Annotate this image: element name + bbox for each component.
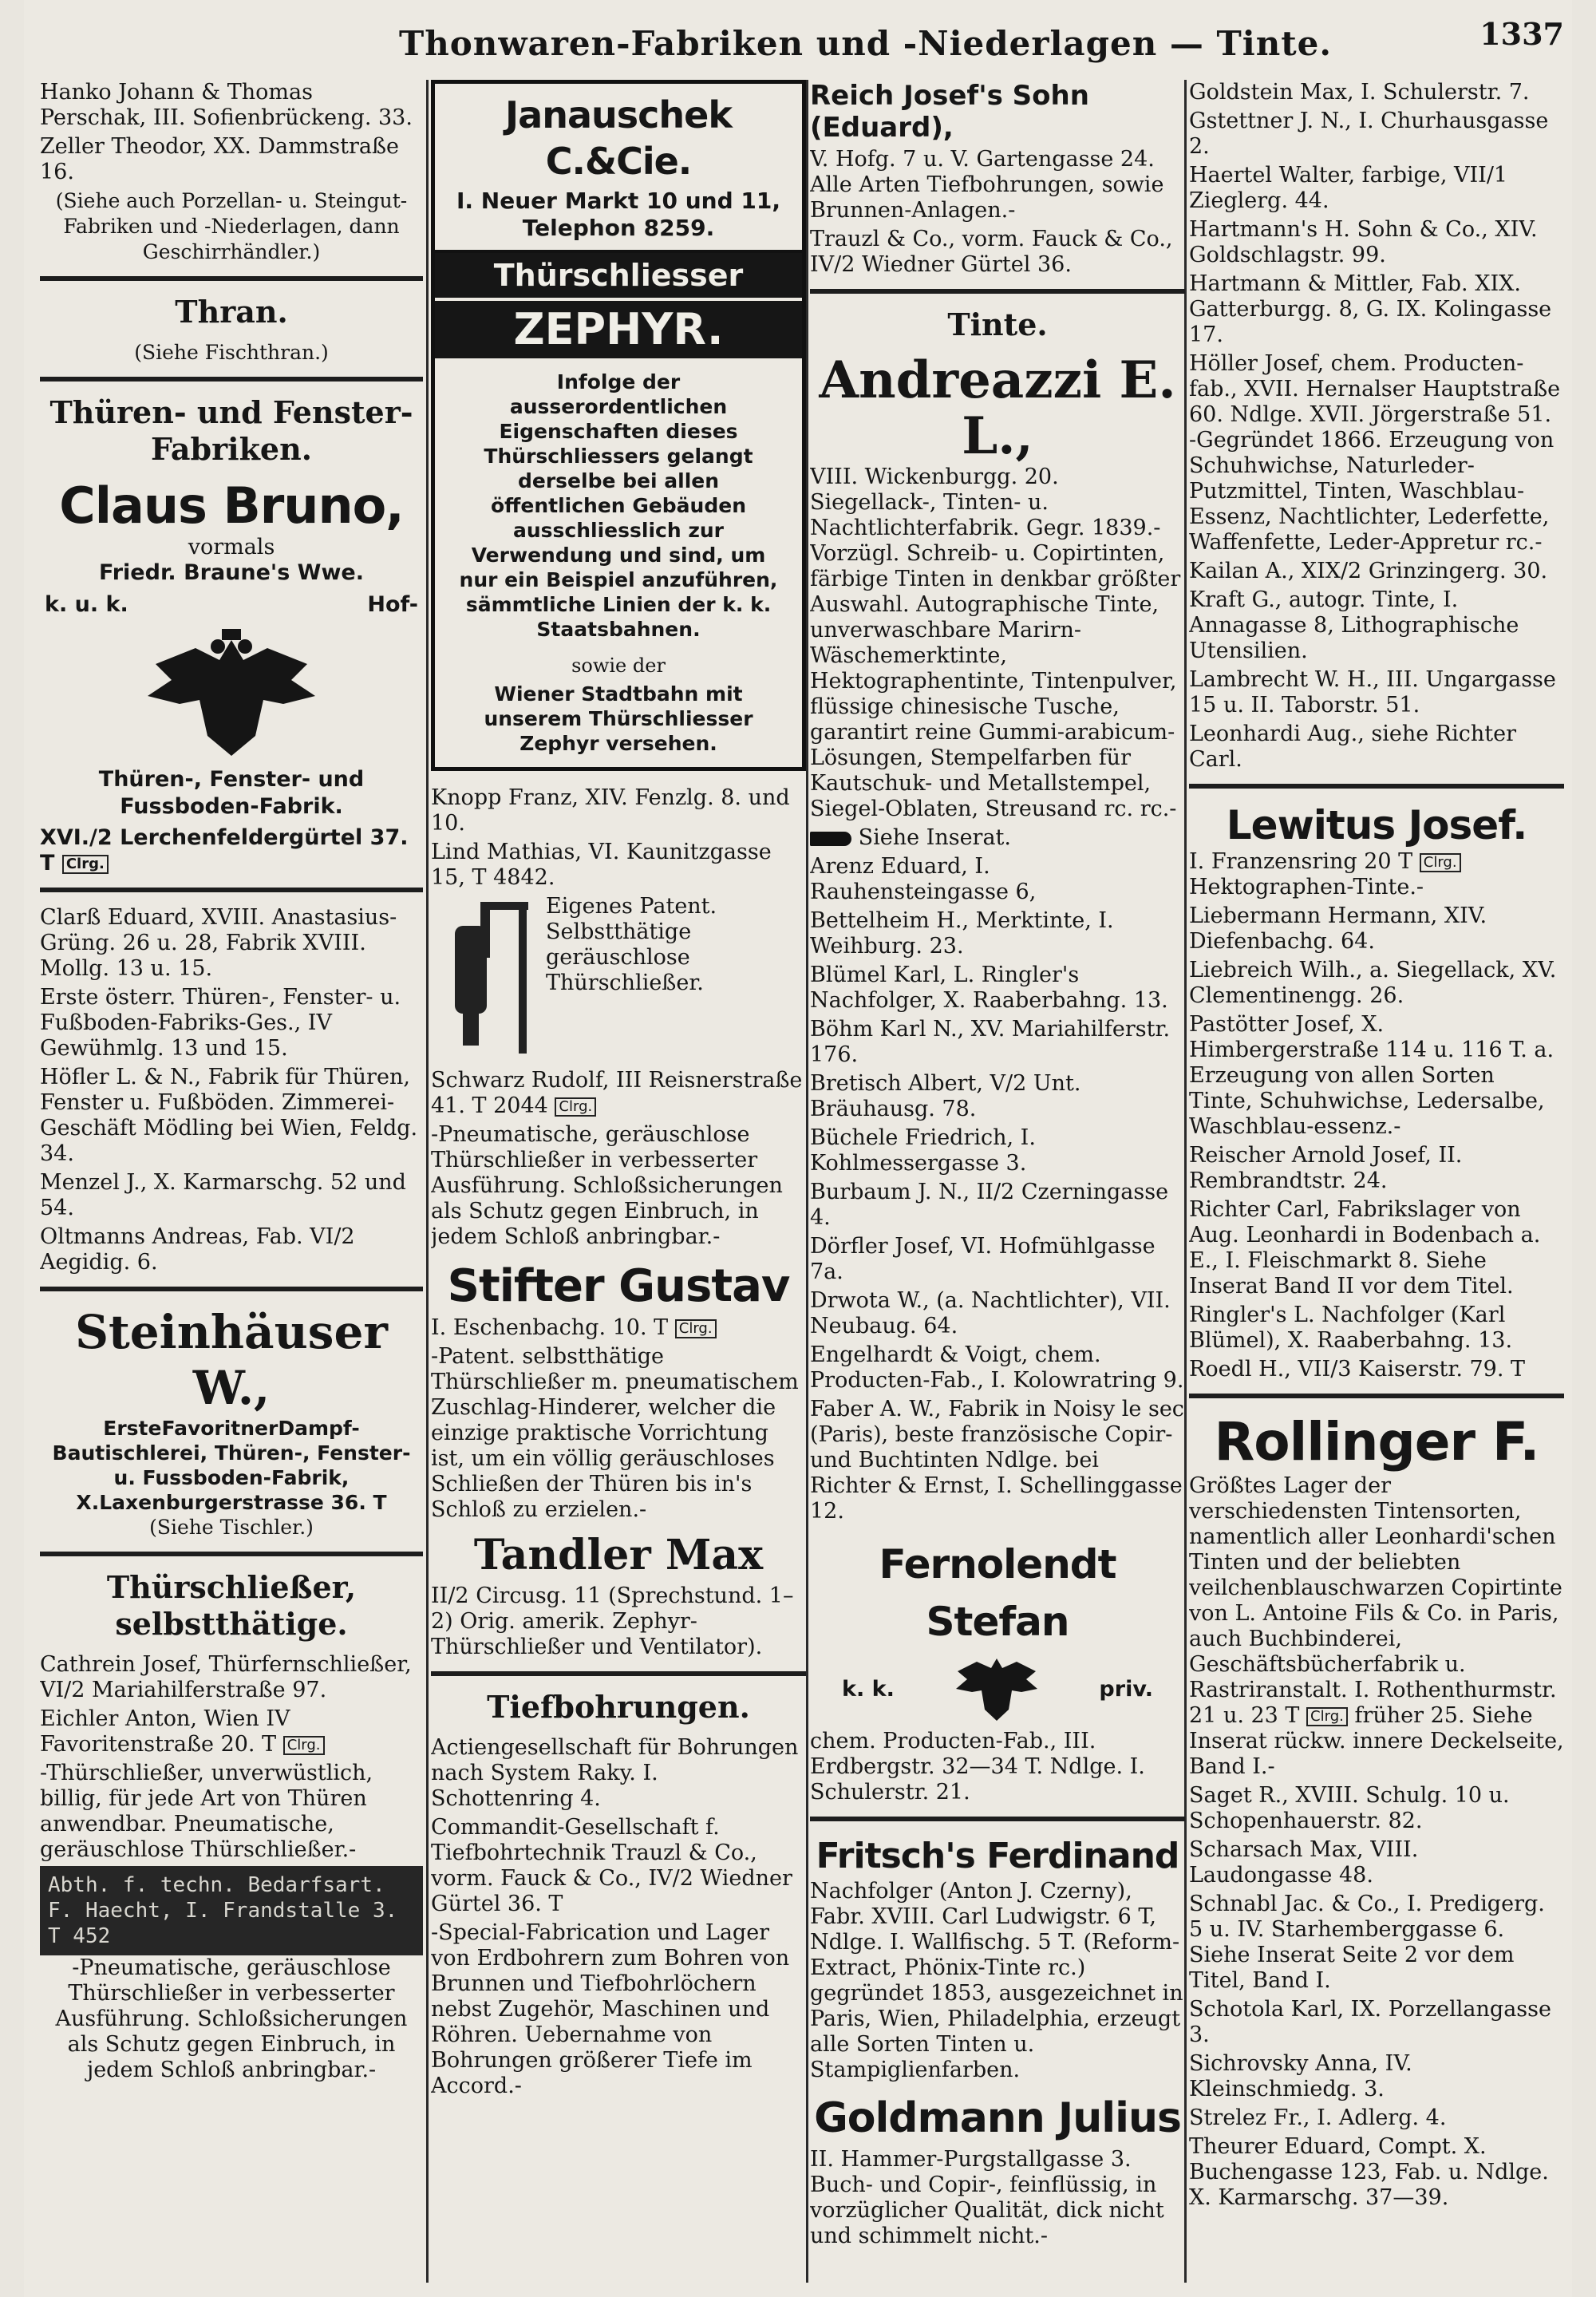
list-item-detail: II/2 Circusg. 11 (Sprechstund. 1–2) Orig. amerik. Zephyr-Thürschließer und Ventilator). xyxy=(431,1583,794,1659)
list-item-detail: Eigenes Patent. Selbstthätige geräuschlose Thürschließer. xyxy=(546,894,717,995)
section-heading-tinte: Tinte. xyxy=(947,306,1048,342)
list-item: Haertel Walter, farbige, VII/1 Zieglerg. 44. xyxy=(1189,163,1508,213)
ad-predecessor: Friedr. Braune's Wwe. xyxy=(99,560,364,585)
list-item: Gstettner J. N., I. Churhausgasse 2. xyxy=(1189,109,1549,159)
section-heading-schliesser: Thürschließer, selbstthätige. xyxy=(106,1569,357,1642)
status-badge: Clrg. xyxy=(555,1097,596,1117)
list-item: Büchele Friedrich, I. Kohlmessergasse 3. xyxy=(810,1125,1036,1176)
list-item: Roedl H., VII/3 Kaiserstr. 79. T xyxy=(1189,1357,1526,1382)
list-item: Actiengesellschaft für Bohrungen nach System Raky. I. Schottenring 4. xyxy=(431,1735,799,1811)
list-item: Trauzl & Co., vorm. Fauck & Co., IV/2 Wiedner Gürtel 36. xyxy=(810,227,1173,277)
column-divider xyxy=(806,80,808,2283)
status-badge: Clrg. xyxy=(675,1319,717,1338)
advertiser-name: Janauschek C.&Cie. xyxy=(505,93,732,183)
cross-reference-note: (Siehe auch Porzellan- u. Steingut-Fabriken und -Niederlagen, dann Geschirrhändler.) xyxy=(55,189,408,263)
section-rule xyxy=(40,1552,423,1556)
list-item-detail: -Thürschließer, unverwüstlich, billig, für jede Art von Thüren anwendbar. Pneumatische, geräuschlose Thürschließer.- xyxy=(40,1761,373,1862)
list-item-detail: VIII. Wickenburgg. 20. Siegellack-, Tinten- u. Nachtlichterfabrik. Gegr. 1839.- Vorzügl. Schreib- u. Copirtinten, färbige Tinten in denkbar größter Auswahl. Autographische Tinte, unverwaschbare Marirn-Wäschemerktinte, Hektographentinte, Tintenpulver, flüssige chinesische Tusche, garantirt reine Gummi-arabicum-Lösungen, Stempelfarben für Kautschuk- und Metallstempel, Siegel-Oblaten, Streusand rc. rc.- xyxy=(810,465,1181,821)
list-item: Bretisch Albert, V/2 Unt. Bräuhausg. 78. xyxy=(810,1071,1081,1121)
cross-reference-note: Siehe Inserat. xyxy=(858,825,1011,850)
ad-address: I. Neuer Markt 10 und 11, Telephon 8259. xyxy=(456,188,780,241)
list-item-detail: -Special-Fabrication und Lager von Erdbohrern zum Bohren von Brunnen und Tiefbohrlöchern nebst Zugehör, Maschinen und Röhren. Uebernahme von Bohrungen größerer Tiefe im Accord.- xyxy=(431,1920,790,2098)
page-title: Thonwaren-Fabriken und -Niederlagen — Tinte. xyxy=(399,24,1332,63)
ad-address: XVI./2 Lerchenfeldergürtel 37. T xyxy=(40,825,409,876)
list-item-detail: chem. Producten-Fab., III. Erdbergstr. 32—34 T. Ndlge. I. Schulerstr. 21. xyxy=(810,1729,1145,1805)
list-item: Blümel Karl, L. Ringler's Nachfolger, X. Raaberbahng. 13. xyxy=(810,963,1168,1013)
directory-page xyxy=(24,0,1572,2297)
ad-kk: k. k. xyxy=(842,1677,895,1702)
list-item: Faber A. W., Fabrik in Noisy le sec (Paris), beste französische Copir- und Buchtinten Ndlge. bei Richter & Ernst, I. Schellinggasse 12. xyxy=(810,1397,1184,1524)
ad-vormals: vormals xyxy=(188,535,275,559)
list-item: Kailan A., XIX/2 Grinzingerg. 30. xyxy=(1189,559,1548,583)
list-item: Höller Josef, chem. Producten-fab., XVII. Hernalser Hauptstraße 60. Ndlge. XVII. Jörgerstraße 51. -Gegründet 1866. Erzeugung von Schuhwichse, Naturleder-Putzmittel, Tinten, Waschblau-Essenz, Nachtlichter, Lederfette, Waffenfette, Leder-Appretur rc.- xyxy=(1189,351,1561,555)
list-item: Bettelheim H., Merktinte, I. Weihburg. 23. xyxy=(810,908,1114,959)
list-item: Leonhardi Aug., siehe Richter Carl. xyxy=(1189,722,1516,772)
list-item: Böhm Karl N., XV. Mariahilferstr. 176. xyxy=(810,1017,1171,1067)
list-item: Liebreich Wilh., a. Siegellack, XV. Clementinengg. 26. xyxy=(1189,958,1557,1008)
list-item: Dörfler Josef, VI. Hofmühlgasse 7a. xyxy=(810,1234,1156,1284)
status-badge: Clrg. xyxy=(62,855,109,874)
list-item: Scharsach Max, VIII. Laudongasse 48. xyxy=(1189,1837,1419,1888)
list-item: Lambrecht W. H., III. Ungargasse 15 u. II. Taborstr. 51. xyxy=(1189,667,1556,718)
advertiser-name: Claus Bruno, xyxy=(59,476,404,535)
status-badge: Clrg. xyxy=(283,1736,325,1755)
status-badge: Clrg. xyxy=(1306,1707,1348,1726)
section-heading-tiefbohrungen: Tiefbohrungen. xyxy=(487,1689,750,1725)
double-eagle-icon xyxy=(40,624,423,766)
list-item: Strelez Fr., I. Adlerg. 4. xyxy=(1189,2105,1447,2130)
claus-advertisement xyxy=(40,477,423,876)
advertiser-name: Andreazzi E. L., xyxy=(819,350,1176,466)
list-item: Richter Carl, Fabrikslager von Aug. Leonhardi in Bodenbach a. E., I. Fleischmarkt 8. Siehe Inserat Band II vor dem Titel. xyxy=(1189,1197,1541,1299)
list-item: Liebermann Hermann, XIV. Diefenbachg. 64. xyxy=(1189,903,1487,954)
list-item: Hanko Johann & Thomas Perschak, III. Sofienbrückeng. 33. xyxy=(40,80,413,130)
list-item: Sichrovsky Anna, IV. Kleinschmiedg. 3. xyxy=(1189,2051,1412,2101)
column-4 xyxy=(1189,80,1564,2283)
advertiser-name: Goldmann Julius xyxy=(814,2094,1181,2142)
door-closer-icon xyxy=(431,894,535,1068)
column-1 xyxy=(40,80,423,2283)
section-heading-thran: Thran. xyxy=(175,294,288,330)
list-item: Ringler's L. Nachfolger (Karl Blümel), X. Raaberbahng. 13. xyxy=(1189,1303,1513,1353)
advertiser-name: Lewitus Josef. xyxy=(1226,802,1527,848)
list-item: Commandit-Gesellschaft f. Tiefbohrtechnik Trauzl & Co., vorm. Fauck & Co., IV/2 Wiedner Gürtel 36. T xyxy=(431,1815,792,1916)
list-item: Hartmann & Mittler, Fab. XIX. Gatterburgg. 8, G. IX. Kolingasse 17. xyxy=(1189,271,1552,347)
list-item: Schnabl Jac. & Co., I. Predigerg. 5 u. IV. Starhemberggasse 6. Siehe Inserat Seite 2 vor dem Titel, Band I. xyxy=(1189,1892,1545,1993)
list-item: Schwarz Rudolf, III Reisnerstraße 41. T 2044 xyxy=(431,1068,803,1118)
list-item: Cathrein Josef, Thürfernschließer, VI/2 Mariahilferstraße 97. xyxy=(40,1652,412,1702)
list-item: Reischer Arnold Josef, II. Rembrandtstr. 24. xyxy=(1189,1143,1463,1193)
status-badge: Clrg. xyxy=(1420,853,1461,872)
section-rule xyxy=(1189,784,1564,789)
ad-description: Wiener Stadtbahn mit unserem Thürschliesser Zephyr versehen. xyxy=(484,682,753,755)
double-eagle-icon xyxy=(953,1651,1041,1729)
list-item: Lind Mathias, VI. Kaunitzgasse 15, T 4842. xyxy=(431,840,772,890)
column-3 xyxy=(810,80,1185,2283)
list-item: Eichler Anton, Wien IV Favoritenstraße 20. T xyxy=(40,1706,290,1757)
section-rule xyxy=(431,1671,806,1676)
section-rule xyxy=(810,289,1185,294)
list-item-detail: Größtes Lager der verschiedensten Tintensorten, namentlich aller Leonhardi'schen Tinten und der beliebten veilchenblauschwarzen Copirtinte von L. Antoine Fils & Co. in Paris, auch Buchbinderei, Geschäftsbücherfabrik u. Rastriranstalt. I. Rothenthurmstr. 21 u. 23 T xyxy=(1189,1473,1562,1728)
list-item-detail: -Pneumatische, geräuschlose Thürschließer in verbesserter Ausführung. Schloßsicherungen als Schutz gegen Einbruch, in jedem Schloß anbringbar.- xyxy=(431,1122,783,1249)
list-item-detail: II. Hammer-Purgstallgasse 3. Buch- und Copir-, feinflüssig, in vorzüglicher Qualität, dick nicht und schimmelt nicht.- xyxy=(810,2147,1164,2248)
section-rule xyxy=(40,276,423,281)
list-item: Pastötter Josef, X. Himbergerstraße 114 u. 116 T. a. Erzeugung von allen Sorten Tinte, Schuhwichse, Ledersalbe, Waschblau-essenz.- xyxy=(1189,1012,1555,1139)
advertiser-name: Fernolendt Stefan xyxy=(879,1541,1116,1645)
list-item: Theurer Eduard, Compt. X. Buchengasse 123, Fab. u. Ndlge. X. Karmarschg. 37—39. xyxy=(1189,2134,1549,2210)
ad-description: Infolge der ausserordentlichen Eigenschaften dieses Thürschliessers gelangt derselbe bei allen öffentlichen Gebäuden ausschliesslich zur Verwendung und sind, um nur ein Beispiel anzuführen, sämmtliche Linien der k. k. Staatsbahnen. xyxy=(459,370,778,641)
column-2 xyxy=(431,80,806,2283)
list-item: Knopp Franz, XIV. Fenzlg. 8. und 10. xyxy=(431,785,790,836)
ad-description: ErsteFavoritnerDampf-Bautischlerei, Thüren-, Fenster- u. Fussboden-Fabrik, X.Laxenburgerstrasse 36. T xyxy=(52,1417,411,1514)
advertiser-name: Stifter Gustav xyxy=(447,1260,790,1312)
list-item: Clarß Eduard, XVIII. Anastasius-Grüng. 26 u. 28, Fabrik XVIII. Mollg. 13 u. 15. xyxy=(40,905,397,981)
page-number: 1337 xyxy=(1479,16,1564,52)
list-item: Menzel J., X. Karmarschg. 52 und 54. xyxy=(40,1170,406,1220)
advertiser-name: Steinhäuser W., xyxy=(75,1305,388,1415)
running-head xyxy=(24,11,1572,67)
advertiser-name: Rollinger F. xyxy=(1214,1411,1539,1473)
section-rule xyxy=(40,1287,423,1291)
list-item: I. Eschenbachg. 10. T xyxy=(431,1315,669,1340)
list-item-detail: V. Hofg. 7 u. V. Gartengasse 24. Alle Arten Tiefbohrungen, sowie Brunnen-Anlagen.- xyxy=(810,147,1164,223)
section-rule xyxy=(40,377,423,382)
list-item: Goldstein Max, I. Schulerstr. 7. xyxy=(1189,80,1530,105)
pointing-hand-icon xyxy=(810,832,851,846)
list-item-detail: -Pneumatische, geräuschlose Thürschließer in verbesserter Ausführung. Schloßsicherungen als Schutz gegen Einbruch, in jedem Schloß anbringbar.- xyxy=(55,1955,408,2082)
section-rule xyxy=(1189,1394,1564,1398)
ad-kuk: k. u. k. xyxy=(45,592,128,617)
firm-banner: Abth. f. techn. Bedarfsart. F. Haecht, I. Frandstalle 3. T 452 xyxy=(40,1866,423,1955)
cross-reference-note: (Siehe Fischthran.) xyxy=(134,341,329,364)
list-item: Zeller Theodor, XX. Dammstraße 16. xyxy=(40,134,400,184)
list-item: Oltmanns Andreas, Fab. VI/2 Aegidig. 6. xyxy=(40,1224,355,1275)
list-item-detail: -Patent. selbstthätige Thürschließer m. pneumatischem Zuschlag-Hinderer, welcher die einzige praktische Vorrichtung ist, um ein völlig geräuschloses Schließen der Thüren bis in's Schloß zu erzielen.- xyxy=(431,1344,799,1522)
advertiser-name: Reich Josef's Sohn (Eduard), xyxy=(810,80,1089,144)
list-item: Schotola Karl, IX. Porzellangasse 3. xyxy=(1189,1997,1551,2047)
ad-hof: Hof- xyxy=(367,592,418,617)
list-item: I. Franzensring 20 T xyxy=(1189,849,1413,874)
list-item: Höfler L. & N., Fabrik für Thüren, Fenster u. Fußböden. Zimmerei-Geschäft Mödling bei Wien, Feldg. 34. xyxy=(40,1065,418,1166)
list-item: Engelhardt & Voigt, chem. Producten-Fab., I. Kolowratring 9. xyxy=(810,1342,1184,1393)
janauschek-advertisement xyxy=(431,80,806,771)
cross-reference-note: (Siehe Tischler.) xyxy=(149,1516,314,1539)
list-item: Hartmann's H. Sohn & Co., XIV. Goldschlagstr. 99. xyxy=(1189,217,1538,267)
list-item: Saget R., XVIII. Schulg. 10 u. Schopenhauerstr. 82. xyxy=(1189,1783,1510,1833)
list-item: Burbaum J. N., II/2 Czerningasse 4. xyxy=(810,1180,1169,1230)
ad-priv: priv. xyxy=(1099,1677,1153,1702)
section-heading-thueren: Thüren- und Fenster-Fabriken. xyxy=(49,394,413,467)
ad-description: Thüren-, Fenster- und Fussboden-Fabrik. xyxy=(98,767,365,819)
ad-product-name: ZEPHYR. xyxy=(435,298,802,358)
list-item-detail: früher 25. Siehe Inserat rückw. innere Deckelseite, Band I.- xyxy=(1189,1703,1564,1779)
list-item-detail: Nachfolger (Anton J. Czerny), Fabr. XVIII. Carl Ludwigstr. 6 T, Ndlge. I. Wallfischg. 5 T. (Reform-Extract, Phönix-Tinte rc.) gegründet 1853, ausgezeichnet in Paris, Wien, Philadelphia, erzeugt alle Sorten Tinten u. Stampiglienfarben. xyxy=(810,1879,1183,2082)
column-divider xyxy=(426,80,429,2283)
list-item: Erste österr. Thüren-, Fenster- u. Fußboden-Fabriks-Ges., IV Gewühmlg. 13 und 15. xyxy=(40,985,401,1061)
advertiser-name: Tandler Max xyxy=(473,1531,764,1579)
ad-product: Thürschliesser xyxy=(435,250,802,298)
section-rule xyxy=(810,1817,1185,1821)
list-item-detail: Hektographen-Tinte.- xyxy=(1189,875,1424,899)
list-item: Kraft G., autogr. Tinte, I. Annagasse 8, Lithographische Utensilien. xyxy=(1189,587,1519,663)
section-rule xyxy=(40,888,423,892)
advertiser-name: Fritsch's Ferdinand xyxy=(816,1836,1179,1876)
list-item: Arenz Eduard, I. Rauhensteingasse 6, xyxy=(810,854,1037,904)
ad-sowie: sowie der xyxy=(571,654,666,677)
list-item: Drwota W., (a. Nachtlichter), VII. Neubaug. 64. xyxy=(810,1288,1171,1338)
